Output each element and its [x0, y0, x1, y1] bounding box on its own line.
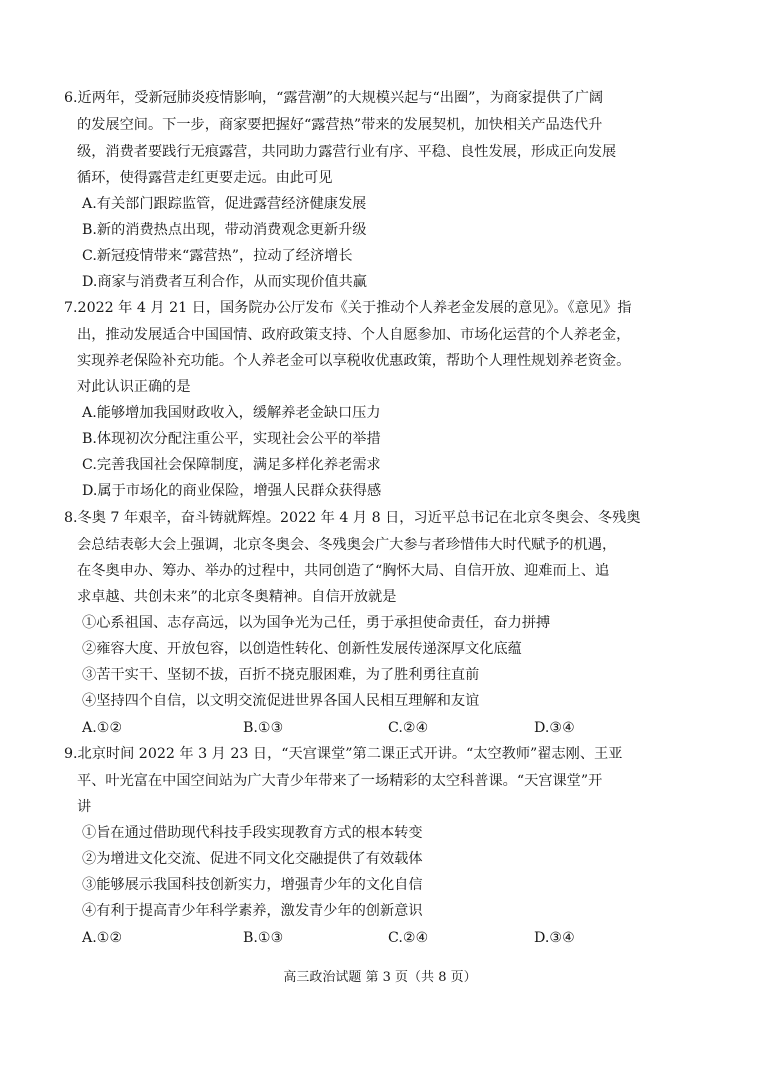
- question-6-stem-line: 的发展空间。下一步，商家要把握好“露营热”带来的发展契机，加快相关产品迭代升: [77, 117, 603, 133]
- question-9-choice-c: C.②④: [388, 930, 429, 946]
- question-8-statement-1: ①心系祖国、志存高远，以为国争光为己任，勇于承担使命责任，奋力拼搏: [82, 615, 551, 631]
- question-9-statement-4: ④有利于提高青少年科学素养，激发青少年的创新意识: [82, 903, 423, 919]
- question-8-stem-line: 求卓越、共创未来”的北京冬奥精神。自信开放就是: [77, 589, 397, 605]
- question-6-option-b: B.新的消费热点出现，带动消费观念更新升级: [82, 222, 367, 238]
- question-9-stem-line: 平、叶光富在中国空间站为广大青少年带来了一场精彩的太空科普课。“天宫课堂”开: [77, 773, 603, 789]
- question-7-stem-line: 出，推动发展适合中国国情、政府政策支持、个人自愿参加、市场化运营的个人养老金，: [77, 327, 631, 343]
- question-8-stem-line: 会总结表彰大会上强调，北京冬奥会、冬残奥会广大参与者珍惜伟大时代赋予的机遇，: [77, 537, 617, 553]
- question-9-statement-2: ②为增进文化交流、促进不同文化交融提供了有效载体: [82, 851, 423, 867]
- question-7-stem-line: 7.2022 年 4 月 21 日，国务院办公厅发布《关于推动个人养老金发展的意见》。《意见》指: [64, 300, 632, 316]
- question-9-choice-d: D.③④: [534, 930, 575, 946]
- question-7-option-b: B.体现初次分配注重公平，实现社会公平的举措: [82, 431, 381, 447]
- question-7-stem-line: 实现养老保险补充功能。个人养老金可以享税收优惠政策，帮助个人理性规划养老资金。: [77, 353, 631, 369]
- question-8-stem-line: 在冬奥申办、筹办、举办的过程中，共同创造了“胸怀大局、自信开放、迎难而上、追: [77, 563, 610, 579]
- page-footer: 高三政治试题 第 3 页（共 8 页）: [283, 970, 477, 985]
- question-8-choice-a: A.①②: [82, 720, 123, 736]
- question-8-statement-3: ③苦干实干、坚韧不拔，百折不挠克服困难，为了胜利勇往直前: [82, 667, 480, 683]
- question-7-option-c: C.完善我国社会保障制度，满足多样化养老需求: [82, 457, 381, 473]
- question-9-choices: [82, 928, 702, 948]
- question-9-statement-1: ①旨在通过借助现代科技手段实现教育方式的根本转变: [82, 825, 423, 841]
- question-9-statement-3: ③能够展示我国科技创新实力，增强青少年的文化自信: [82, 877, 423, 893]
- question-6-stem-line: 级，消费者要践行无痕露营，共同助力露营行业有序、平稳、良性发展，形成正向发展: [77, 144, 617, 160]
- question-7-option-d: D.属于市场化的商业保险，增强人民群众获得感: [82, 483, 382, 499]
- question-9-choice-a: A.①②: [82, 930, 123, 946]
- question-9-stem-line: 讲: [77, 799, 92, 815]
- question-8-stem-line: 8.冬奥 7 年艰辛，奋斗铸就辉煌。2022 年 4 月 8 日，习近平总书记在北京冬奥会、冬残奥: [64, 510, 641, 526]
- question-8-statement-4: ④坚持四个自信，以文明交流促进世界各国人民相互理解和友谊: [82, 693, 480, 709]
- question-9-stem-line: 9.北京时间 2022 年 3 月 23 日，“天宫课堂”第二课正式开讲。“太空教师”翟志刚、王亚: [64, 746, 623, 762]
- question-6-option-c: C.新冠疫情带来“露营热”，拉动了经济增长: [82, 248, 353, 264]
- question-8-statement-2: ②雍容大度、开放包容，以创造性转化、创新性发展传递深厚文化底蕴: [82, 641, 522, 657]
- question-8-choices: [82, 718, 702, 738]
- question-8-choice-b: B.①③: [243, 720, 284, 736]
- question-6-stem-line: 6.近两年，受新冠肺炎疫情影响，“露营潮”的大规模兴起与“出圈”，为商家提供了广阔: [64, 90, 604, 106]
- question-9-choice-b: B.①③: [243, 930, 284, 946]
- question-8-choice-c: C.②④: [388, 720, 429, 736]
- question-7-stem-line: 对此认识正确的是: [77, 379, 191, 395]
- question-8-choice-d: D.③④: [534, 720, 575, 736]
- question-7-option-a: A.能够增加我国财政收入，缓解养老金缺口压力: [82, 405, 381, 421]
- question-6-option-d: D.商家与消费者互利合作，从而实现价值共赢: [82, 274, 367, 290]
- question-6-option-a: A.有关部门跟踪监管，促进露营经济健康发展: [82, 196, 367, 212]
- question-6-stem-line: 循环，使得露营走红更要走远。由此可见: [77, 170, 333, 186]
